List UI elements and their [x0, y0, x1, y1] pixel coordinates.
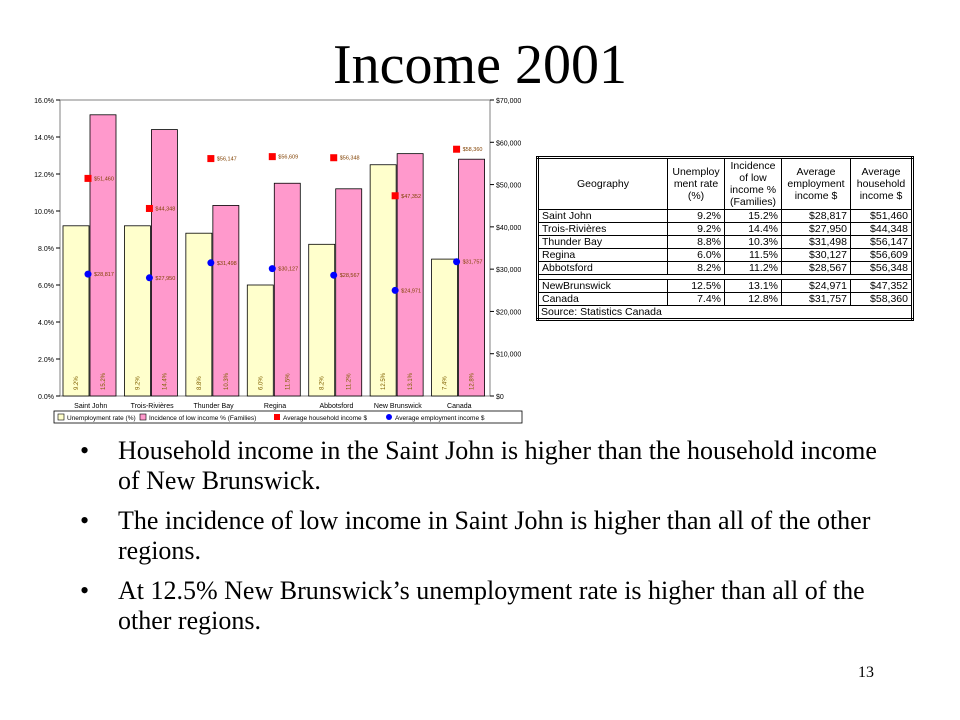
bar-low-income: [274, 183, 300, 396]
table-cell: $56,348: [851, 262, 913, 275]
table-cell: 11.5%: [725, 249, 782, 262]
bullet-text: Household income in the Saint John is higher than the household income of New Brunswick.: [118, 436, 877, 495]
bullet-item: [80, 506, 880, 566]
table-row: [538, 236, 913, 249]
table-cell: 9.2%: [668, 210, 725, 223]
table-cell: NewBrunswick: [538, 280, 668, 293]
table-row: [538, 210, 913, 223]
bullet-item: [80, 576, 880, 636]
bar-low-income: [459, 159, 485, 396]
y2-tick-label: $30,000: [496, 267, 522, 275]
marker-data-label: $47,352: [401, 193, 422, 200]
y-tick-label: 6.0%: [38, 283, 54, 290]
y2-tick-label: $40,000: [496, 224, 522, 232]
marker-data-label: $27,950: [155, 275, 176, 282]
table-row: [538, 293, 913, 306]
table-cell: Saint John: [538, 210, 668, 223]
bar-data-label: 11.2%: [346, 373, 353, 390]
table-cell: 8.2%: [668, 262, 725, 275]
marker-employment-income: [330, 272, 337, 279]
table-cell: 9.2%: [668, 223, 725, 236]
bar-data-label: 6.0%: [258, 376, 265, 390]
table-row: [538, 249, 913, 262]
income-chart: [0, 88, 540, 436]
y2-tick-label: $0: [496, 394, 504, 401]
table-cell: Abbotsford: [538, 262, 668, 275]
table-cell: 14.4%: [725, 223, 782, 236]
table-cell: $31,757: [782, 293, 851, 306]
bar-data-label: 12.5%: [381, 372, 388, 390]
y-tick-label: 4.0%: [38, 320, 54, 327]
table-cell: 12.5%: [668, 280, 725, 293]
table-cell: $30,127: [782, 249, 851, 262]
x-tick-label: New Brunswick: [373, 403, 422, 410]
marker-household-income: [330, 154, 337, 161]
table-header-cell: Incidence of low income % (Families): [725, 158, 782, 210]
table-cell: Canada: [538, 293, 668, 306]
y-tick-label: 14.0%: [34, 135, 54, 142]
x-tick-label: Regina: [263, 403, 287, 410]
table-cell: $56,609: [851, 249, 913, 262]
marker-employment-income: [85, 271, 92, 278]
table-header-row: [538, 158, 913, 210]
marker-data-label: $58,360: [462, 147, 483, 154]
legend-label: Average employment income $: [395, 415, 485, 422]
table-header-cell: Average employment income $: [782, 158, 851, 210]
bar-low-income: [90, 115, 116, 396]
marker-data-label: $28,567: [339, 273, 360, 280]
table-cell: 11.2%: [725, 262, 782, 275]
y-tick-label: 12.0%: [34, 172, 54, 179]
table-cell: 12.8%: [725, 293, 782, 306]
table-cell: $27,950: [782, 223, 851, 236]
marker-household-income: [453, 146, 460, 153]
bar-unemployment: [63, 226, 89, 396]
bar-unemployment: [370, 165, 396, 396]
table-cell: $51,460: [851, 210, 913, 223]
y-tick-label: 0.0%: [38, 394, 54, 401]
y2-tick-label: $10,000: [496, 351, 522, 359]
table-header-cell: Geography: [538, 158, 668, 210]
table-cell: $56,147: [851, 236, 913, 249]
bar-data-label: 9.2%: [74, 376, 80, 390]
bullet-dot-icon: •: [80, 506, 90, 535]
x-tick-label: Thunder Bay: [193, 403, 234, 410]
bar-data-label: 12.8%: [469, 372, 476, 390]
bullet-dot-icon: •: [80, 436, 90, 465]
table-cell: Trois-Rivières: [538, 223, 668, 236]
legend-swatch: [58, 414, 64, 420]
table-row: [538, 280, 913, 293]
marker-employment-income: [392, 287, 399, 294]
x-tick-label: Abbotsford: [319, 403, 354, 410]
marker-employment-income: [207, 259, 214, 266]
bar-low-income: [336, 189, 362, 396]
marker-employment-income: [269, 265, 276, 272]
marker-household-income: [269, 153, 276, 160]
income-table: [536, 156, 914, 321]
marker-data-label: $51,460: [94, 176, 114, 183]
bullet-item: [80, 436, 880, 496]
table-cell: 8.8%: [668, 236, 725, 249]
y-tick-label: 8.0%: [38, 246, 54, 253]
marker-household-income: [85, 175, 92, 182]
bar-data-label: 8.2%: [319, 376, 326, 390]
bullet-text: The incidence of low income in Saint John is higher than all of the other regions.: [118, 506, 871, 565]
bar-low-income: [397, 154, 423, 396]
bar-data-label: 10.3%: [223, 372, 230, 390]
marker-employment-income: [146, 274, 153, 281]
x-tick-label: Saint John: [74, 403, 108, 410]
bullet-text: At 12.5% New Brunswick’s unemployment rate is higher than all of the other regions.: [118, 576, 865, 635]
table-cell: $24,971: [782, 280, 851, 293]
bar-data-label: 8.8%: [196, 376, 203, 390]
table-cell: $47,352: [851, 280, 913, 293]
bar-unemployment: [186, 233, 212, 396]
legend-label: Incidence of low income % (Families): [149, 415, 257, 422]
legend-swatch: [274, 414, 280, 420]
bar-unemployment: [124, 226, 150, 396]
marker-data-label: $30,127: [278, 266, 299, 273]
table-cell: 13.1%: [725, 280, 782, 293]
bar-data-label: 7.4%: [442, 376, 449, 390]
table-cell: 6.0%: [668, 249, 725, 262]
table-cell: 15.2%: [725, 210, 782, 223]
table-source: Source: Statistics Canada: [541, 306, 662, 318]
y-tick-label: 10.0%: [34, 209, 54, 216]
y2-tick-label: $50,000: [496, 182, 522, 190]
table-cell: 10.3%: [725, 236, 782, 249]
table-row: [538, 223, 913, 236]
bullet-list: [80, 436, 880, 646]
table-cell: $58,360: [851, 293, 913, 306]
marker-data-label: $31,498: [216, 260, 237, 267]
y2-tick-label: $70,000: [496, 98, 522, 105]
table-header-cell: Unemploy ment rate (%): [668, 158, 725, 210]
bar-unemployment: [309, 244, 335, 396]
legend-label: Unemployment rate (%): [67, 415, 136, 422]
marker-household-income: [146, 205, 153, 212]
marker-employment-income: [453, 258, 460, 265]
x-tick-label: Canada: [447, 403, 472, 410]
table-cell: Regina: [538, 249, 668, 262]
y2-tick-label: $20,000: [496, 309, 522, 317]
y-tick-label: 16.0%: [34, 98, 54, 105]
bar-data-label: 15.2%: [101, 372, 107, 390]
bar-data-label: 11.5%: [285, 373, 292, 390]
table-cell: $31,498: [782, 236, 851, 249]
marker-data-label: $56,147: [216, 156, 237, 163]
y2-tick-label: $60,000: [496, 140, 522, 148]
table-header-cell: Average household income $: [851, 158, 913, 210]
table-cell: 7.4%: [668, 293, 725, 306]
bar-unemployment: [432, 259, 458, 396]
y-tick-label: 2.0%: [38, 357, 54, 364]
bullet-dot-icon: •: [80, 576, 90, 605]
table-row: [538, 262, 913, 275]
bar-data-label: 9.2%: [135, 376, 142, 390]
bar-low-income: [151, 130, 177, 396]
x-tick-label: Trois-Rivières: [130, 403, 174, 410]
page-number: 13: [858, 664, 874, 681]
marker-data-label: $44,348: [155, 206, 176, 213]
table-cell: Thunder Bay: [538, 236, 668, 249]
marker-data-label: $28,817: [94, 272, 114, 279]
table-cell: $28,817: [782, 210, 851, 223]
bar-low-income: [213, 205, 239, 396]
marker-data-label: $56,348: [339, 155, 360, 162]
marker-household-income: [392, 192, 399, 199]
marker-data-label: $31,757: [462, 259, 483, 266]
marker-data-label: $56,609: [278, 154, 299, 161]
table-cell: $28,567: [782, 262, 851, 275]
table-source-row: [538, 306, 913, 320]
marker-data-label: $24,971: [401, 288, 422, 295]
bar-data-label: 13.1%: [408, 372, 415, 390]
slide-title: Income 2001: [333, 34, 627, 96]
marker-household-income: [207, 155, 214, 162]
table-cell: $44,348: [851, 223, 913, 236]
bar-data-label: 14.4%: [162, 372, 169, 390]
legend-label: Average household income $: [283, 415, 368, 422]
legend-swatch: [386, 414, 392, 420]
legend-swatch: [140, 414, 146, 420]
